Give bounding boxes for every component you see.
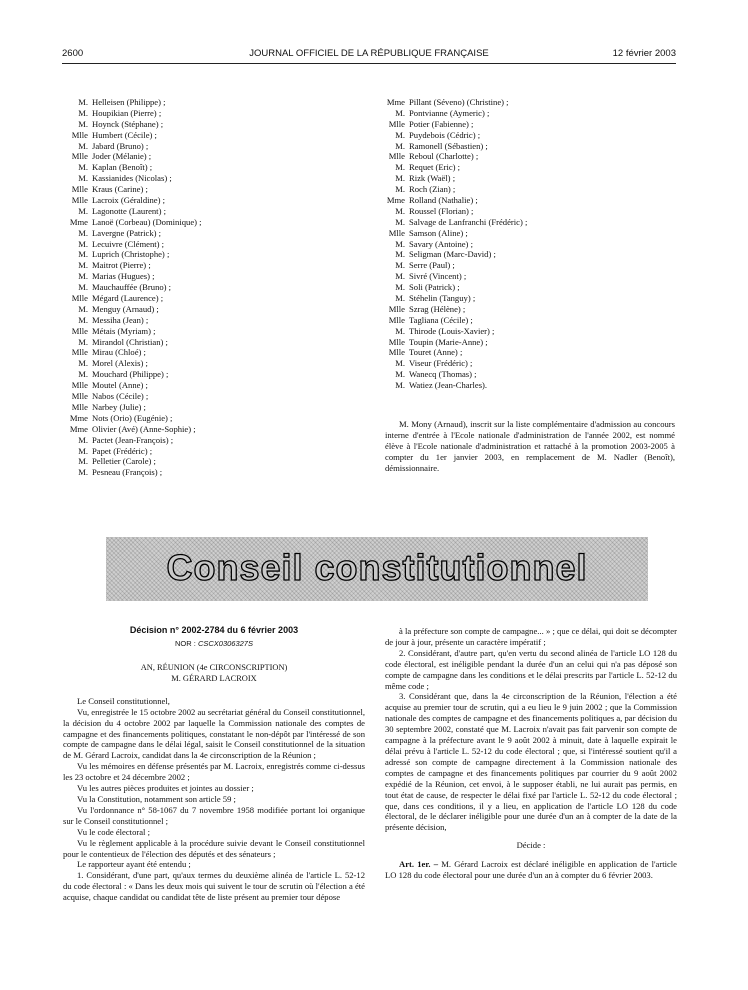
person-name: Touret (Anne) ; — [409, 347, 463, 358]
person-name: Houpikian (Pierre) ; — [92, 107, 162, 118]
list-item — [380, 173, 527, 184]
decision-left-paragraphs — [63, 696, 365, 903]
person-name: Puydebois (Cédric) ; — [409, 129, 481, 140]
journal-title: JOURNAL OFFICIEL DE LA RÉPUBLIQUE FRANÇAISE — [249, 48, 489, 59]
honorific: Mme — [69, 412, 88, 423]
honorific: Mlle — [388, 303, 405, 314]
article-1-label: Art. 1er. – — [399, 859, 439, 870]
list-item — [63, 391, 202, 402]
person-name: Viseur (Frédéric) ; — [409, 358, 473, 369]
person-name: Humbert (Cécile) ; — [92, 129, 157, 140]
honorific: Mme — [386, 97, 405, 107]
person-name: Hoynck (Stéphane) ; — [92, 118, 164, 129]
list-item — [63, 184, 202, 195]
honorific: M. — [78, 107, 88, 118]
honorific: M. — [395, 358, 405, 369]
honorific: M. — [395, 216, 405, 227]
honorific: M. — [78, 456, 88, 467]
honorific: Mlle — [71, 195, 88, 206]
person-name: Jabard (Bruno) ; — [92, 140, 149, 151]
person-name: Kassianides (Nicolas) ; — [92, 173, 172, 184]
honorific: M. — [395, 249, 405, 260]
person-name: Mégard (Laurence) ; — [92, 293, 164, 304]
list-item — [63, 369, 202, 380]
list-item — [63, 446, 202, 457]
list-item — [380, 108, 527, 119]
list-item — [63, 326, 202, 337]
list-item — [380, 337, 527, 348]
list-item — [63, 347, 202, 358]
nominee-list-right — [380, 97, 527, 391]
honorific: Mlle — [71, 380, 88, 391]
list-item — [380, 141, 527, 152]
list-item — [380, 184, 527, 195]
honorific: M. — [78, 260, 88, 271]
person-name: Narbey (Julie) ; — [92, 401, 146, 412]
list-item — [380, 282, 527, 293]
list-item — [63, 206, 202, 217]
list-item — [380, 206, 527, 217]
person-name: Szrag (Hélène) ; — [409, 303, 466, 314]
list-item — [63, 195, 202, 206]
honorific: M. — [78, 238, 88, 249]
nor-reference — [63, 639, 365, 650]
page-number: 2600 — [62, 48, 84, 59]
list-item — [380, 260, 527, 271]
person-name: Marias (Hugues) ; — [92, 271, 155, 282]
person-name: Olivier (Avé) (Anne-Sophie) ; — [92, 423, 196, 434]
person-name: Maitrot (Pierre) ; — [92, 260, 151, 271]
honorific: Mlle — [388, 151, 405, 162]
list-item — [380, 119, 527, 130]
person-name: Seligman (Marc-David) ; — [409, 249, 496, 260]
honorific: M. — [395, 260, 405, 271]
list-item — [63, 435, 202, 446]
person-name: Toupin (Marie-Anne) ; — [409, 336, 488, 347]
list-item — [63, 97, 202, 108]
honorific: Mme — [69, 423, 88, 434]
person-name: Mouchard (Philippe) ; — [92, 369, 169, 380]
list-item — [380, 358, 527, 369]
honorific: M. — [395, 380, 405, 391]
person-name: Lecuivre (Clément) ; — [92, 238, 165, 249]
person-name: Sivré (Vincent) ; — [409, 271, 467, 282]
honorific: Mlle — [71, 347, 88, 358]
person-name: Stéhelin (Tanguy) ; — [409, 293, 476, 304]
decision-paragraph: Vu l'ordonnance n° 58-1067 du 7 novembre 1958 modifiée portant loi organique sur le Conseil constitutionnel ; — [63, 804, 365, 826]
person-name: Kraus (Carine) ; — [92, 184, 148, 195]
article-1 — [385, 859, 677, 881]
person-name: Requet (Eric) ; — [409, 162, 461, 173]
person-name: Wanecq (Thomas) ; — [409, 369, 477, 380]
honorific: Mlle — [388, 314, 405, 325]
decision-column-right — [385, 626, 677, 881]
list-item — [380, 239, 527, 250]
list-item — [380, 293, 527, 304]
person-name: Reboul (Charlotte) ; — [409, 151, 479, 162]
list-item — [63, 119, 202, 130]
person-name: Samson (Aline) ; — [409, 227, 468, 238]
list-item — [63, 315, 202, 326]
header-rule — [62, 63, 676, 64]
person-name: Tagliana (Cécile) ; — [409, 314, 473, 325]
person-name: Métais (Myriam) ; — [92, 325, 156, 336]
list-item — [63, 304, 202, 315]
list-item — [63, 141, 202, 152]
person-name: Rizk (Waël) ; — [409, 173, 456, 184]
list-item — [63, 402, 202, 413]
section-banner-title: Conseil constitutionnel — [166, 547, 588, 588]
person-name: Serre (Paul) ; — [409, 260, 455, 271]
list-item — [63, 358, 202, 369]
person-name: Luprich (Christophe) ; — [92, 249, 170, 260]
list-item — [380, 130, 527, 141]
person-name: Lacroix (Géraldine) ; — [92, 195, 166, 206]
circonscription: AN, RÉUNION (4e CIRCONSCRIPTION) — [140, 662, 288, 672]
decision-paragraph: 3. Considérant que, dans la 4e circonscription de la Réunion, l'élection a été acquise au premier tour de scrutin, qui a eu lieu le 9 juin 2002 ; que la Commission nationale des comptes de campagne et des financements politiques a, par décision du 30 septembre 2002, constaté que M. Lacroix n'avait pas fait parvenir son compte de campagne à la préfecture avant le 9 août 2002 à minuit, date à laquelle expirait le délai prévu à l'article L. 52-12 du code électoral ; que, si l'intéressé soutient qu'il a adressé son compte de campagne directement à la Commission nationale des comptes de campagne et des financements politiques par courrier du 9 août 2002 expédié de la Réunion, cet envoi, à le supposer établi, ne lui aurait pas permis, en tout état de cause, de respecter le délai fixé par l'article L. 52-12 du code électoral ; que, dans ces conditions, il y a lieu, en application de l'article LO 128 du code électoral, de le déclarer inéligible pour une durée d'un an à compter de la date de la présente décision, — [385, 691, 677, 833]
person-name: Nots (Orio) (Eugénie) ; — [92, 412, 173, 423]
honorific: Mlle — [388, 227, 405, 238]
honorific: M. — [78, 140, 88, 151]
honorific: M. — [78, 227, 88, 238]
decision-paragraph: Le Conseil constitutionnel, — [77, 695, 170, 706]
honorific: Mlle — [71, 325, 88, 336]
honorific: Mme — [386, 195, 405, 206]
list-item — [380, 249, 527, 260]
person-name: Moutel (Anne) ; — [92, 380, 148, 391]
list-item — [380, 326, 527, 337]
list-item — [380, 217, 527, 228]
honorific: M. — [78, 162, 88, 173]
person-name: Lanoë (Corbeau) (Dominique) ; — [92, 216, 202, 227]
person-name: Morel (Alexis) ; — [92, 358, 148, 369]
honorific: M. — [78, 97, 88, 107]
person-name: Mirandol (Christian) ; — [92, 336, 168, 347]
candidate-name: M. GÉRARD LACROIX — [171, 673, 257, 683]
honorific: Mlle — [71, 129, 88, 140]
honorific: Mlle — [71, 184, 88, 195]
decision-paragraph: 1. Considérant, d'une part, qu'aux termes du deuxième alinéa de l'article L. 52-12 du code électoral : « Dans les deux mois qui suivent le tour de scrutin où l'élection a été acquise, chaque candidat ou candidat tête de liste présent au premier tour dépose — [63, 870, 365, 903]
list-item — [63, 380, 202, 391]
section-banner — [106, 537, 648, 601]
person-name: Menguy (Arnaud) ; — [92, 303, 159, 314]
list-item — [380, 271, 527, 282]
person-name: Rolland (Nathalie) ; — [409, 195, 478, 206]
list-item — [63, 173, 202, 184]
person-name: Lavergne (Patrick) ; — [92, 227, 162, 238]
decision-column-left — [63, 622, 365, 903]
honorific: M. — [395, 271, 405, 282]
person-name: Thirode (Louis-Xavier) ; — [409, 325, 495, 336]
honorific: M. — [78, 336, 88, 347]
list-item — [63, 413, 202, 424]
list-item — [380, 369, 527, 380]
honorific: Mlle — [388, 336, 405, 347]
list-item — [380, 195, 527, 206]
person-name: Messiha (Jean) ; — [92, 314, 149, 325]
honorific: Mme — [69, 216, 88, 227]
person-name: Pesneau (François) ; — [92, 467, 163, 478]
list-item — [380, 151, 527, 162]
list-item — [380, 315, 527, 326]
honorific: M. — [78, 467, 88, 478]
honorific: M. — [78, 118, 88, 129]
person-name: Roussel (Florian) ; — [409, 205, 474, 216]
honorific: M. — [78, 358, 88, 369]
person-name: Pactet (Jean-François) ; — [92, 434, 174, 445]
person-name: Lagonotte (Laurent) ; — [92, 205, 166, 216]
list-item — [63, 249, 202, 260]
honorific: M. — [78, 205, 88, 216]
person-name: Mauchauffée (Bruno) ; — [92, 282, 172, 293]
nominee-list-left — [63, 97, 202, 478]
honorific: M. — [395, 238, 405, 249]
honorific: Mlle — [388, 347, 405, 358]
person-name: Roch (Zian) ; — [409, 184, 456, 195]
list-item — [380, 380, 527, 391]
list-item — [63, 282, 202, 293]
page-header — [62, 48, 676, 62]
list-item — [63, 217, 202, 228]
person-name: Kaplan (Benoît) ; — [92, 162, 153, 173]
honorific: Mlle — [71, 151, 88, 162]
honorific: M. — [395, 369, 405, 380]
honorific: M. — [78, 314, 88, 325]
list-item — [380, 347, 527, 358]
honorific: Mlle — [388, 118, 405, 129]
list-item — [63, 130, 202, 141]
honorific: M. — [395, 129, 405, 140]
honorific: M. — [395, 325, 405, 336]
person-name: Joder (Mélanie) ; — [92, 151, 152, 162]
decision-paragraph: Vu la Constitution, notamment son article 59 ; — [77, 793, 236, 804]
person-name: Potier (Fabienne) ; — [409, 118, 474, 129]
decide-heading: Décide : — [516, 840, 546, 851]
honorific: M. — [395, 140, 405, 151]
honorific: M. — [78, 249, 88, 260]
nor-label: NOR : — [175, 638, 196, 648]
list-item — [63, 239, 202, 250]
person-name: Soli (Patrick) ; — [409, 282, 460, 293]
decision-paragraph: Vu le règlement applicable à la procédure suivie devant le Conseil constitutionnel pour le contentieux de l'élection des députés et des sénateurs ; — [63, 837, 365, 859]
honorific: M. — [78, 271, 88, 282]
nor-code: CSCX0306327S — [197, 638, 253, 648]
list-item — [63, 424, 202, 435]
decision-paragraph: Vu le code électoral ; — [77, 826, 150, 837]
decision-paragraph: Vu les autres pièces produites et jointes au dossier ; — [77, 783, 254, 794]
list-item — [63, 228, 202, 239]
list-item — [380, 228, 527, 239]
honorific: M. — [78, 173, 88, 184]
list-item — [380, 304, 527, 315]
honorific: M. — [395, 205, 405, 216]
honorific: Mlle — [71, 391, 88, 402]
decision-paragraph: Vu les mémoires en défense présentés par M. Lacroix, enregistrés comme ci-dessus les 23 octobre et 24 décembre 2002 ; — [63, 761, 365, 783]
list-item — [380, 162, 527, 173]
person-name: Nabos (Cécile) ; — [92, 391, 149, 402]
honorific: M. — [395, 184, 405, 195]
mony-appointment-paragraph: M. Mony (Arnaud), inscrit sur la liste complémentaire d'admission au concours interne d'entrée à l'Ecole nationale d'administration de l'année 2002, est nommé élève à l'Ecole nationale d'administration et rattaché à la promotion 2003-2005 à compter du 1er janvier 2003, en remplacement de M. Nadler (Benoît), démissionnaire. — [385, 419, 675, 473]
decision-paragraph: 2. Considérant, d'autre part, qu'en vertu du second alinéa de l'article LO 128 du code électoral, est inéligible pendant la durée d'un an celui qui n'a pas déposé son compte de campagne dans les conditions et le délai prescrits par l'article L. 52-12 du même code ; — [385, 647, 677, 691]
person-name: Ramonell (Sébastien) ; — [409, 140, 488, 151]
list-item — [63, 260, 202, 271]
honorific: M. — [78, 282, 88, 293]
list-item — [63, 337, 202, 348]
honorific: M. — [395, 162, 405, 173]
person-name: Mirau (Chloé) ; — [92, 347, 146, 358]
person-name: Savary (Antoine) ; — [409, 238, 473, 249]
honorific: Mlle — [71, 293, 88, 304]
list-item — [63, 456, 202, 467]
honorific: Mlle — [71, 401, 88, 412]
person-name: Watiez (Jean-Charles). — [409, 380, 488, 391]
list-item — [63, 108, 202, 119]
honorific: M. — [395, 282, 405, 293]
person-name: Salvage de Lanfranchi (Frédéric) ; — [409, 216, 528, 227]
person-name: Pelletier (Carole) ; — [92, 456, 156, 467]
list-item — [63, 271, 202, 282]
honorific: M. — [395, 293, 405, 304]
decision-paragraph: Vu, enregistrée le 15 octobre 2002 au secrétariat général du Conseil constitutionnel, la décision du 4 octobre 2002 par laquelle la Commission nationale des comptes de campagne et des financements politiques, constatant le non-dépôt par l'intéressé de son compte de campagne dans le délai légal, saisit le Conseil constitutionnel de la situation de M. Gérard Lacroix, candidat dans la 4e circonscription de la Réunion ; — [63, 706, 365, 761]
decision-paragraph: Le rapporteur ayant été entendu ; — [77, 859, 191, 870]
decision-paragraph: à la préfecture son compte de campagne... » ; que ce délai, qui doit se décompter de jour à jour, présente un caractère impératif ; — [385, 626, 677, 647]
issue-date: 12 février 2003 — [612, 48, 676, 59]
list-item — [63, 162, 202, 173]
decision-subheading — [63, 662, 365, 684]
honorific: M. — [395, 107, 405, 118]
list-item — [63, 151, 202, 162]
honorific: M. — [395, 173, 405, 184]
honorific: M. — [78, 445, 88, 456]
article-1-text: M. Gérard Lacroix est déclaré inéligible en application de l'article LO 128 du code électoral pour une durée d'un an à compter du 6 février 2003. — [385, 859, 677, 881]
honorific: M. — [78, 369, 88, 380]
person-name: Pontvianne (Aymeric) ; — [409, 107, 490, 118]
honorific: M. — [78, 303, 88, 314]
decision-title: Décision n° 2002-2784 du 6 février 2003 — [129, 625, 299, 635]
list-item — [63, 293, 202, 304]
decision-right-paragraphs — [385, 626, 677, 833]
person-name: Papet (Frédéric) ; — [92, 445, 153, 456]
list-item — [380, 97, 527, 108]
list-item — [63, 467, 202, 478]
honorific: M. — [78, 434, 88, 445]
person-name: Helleisen (Philippe) ; — [92, 97, 166, 107]
person-name: Pillant (Séveno) (Christine) ; — [409, 97, 509, 107]
